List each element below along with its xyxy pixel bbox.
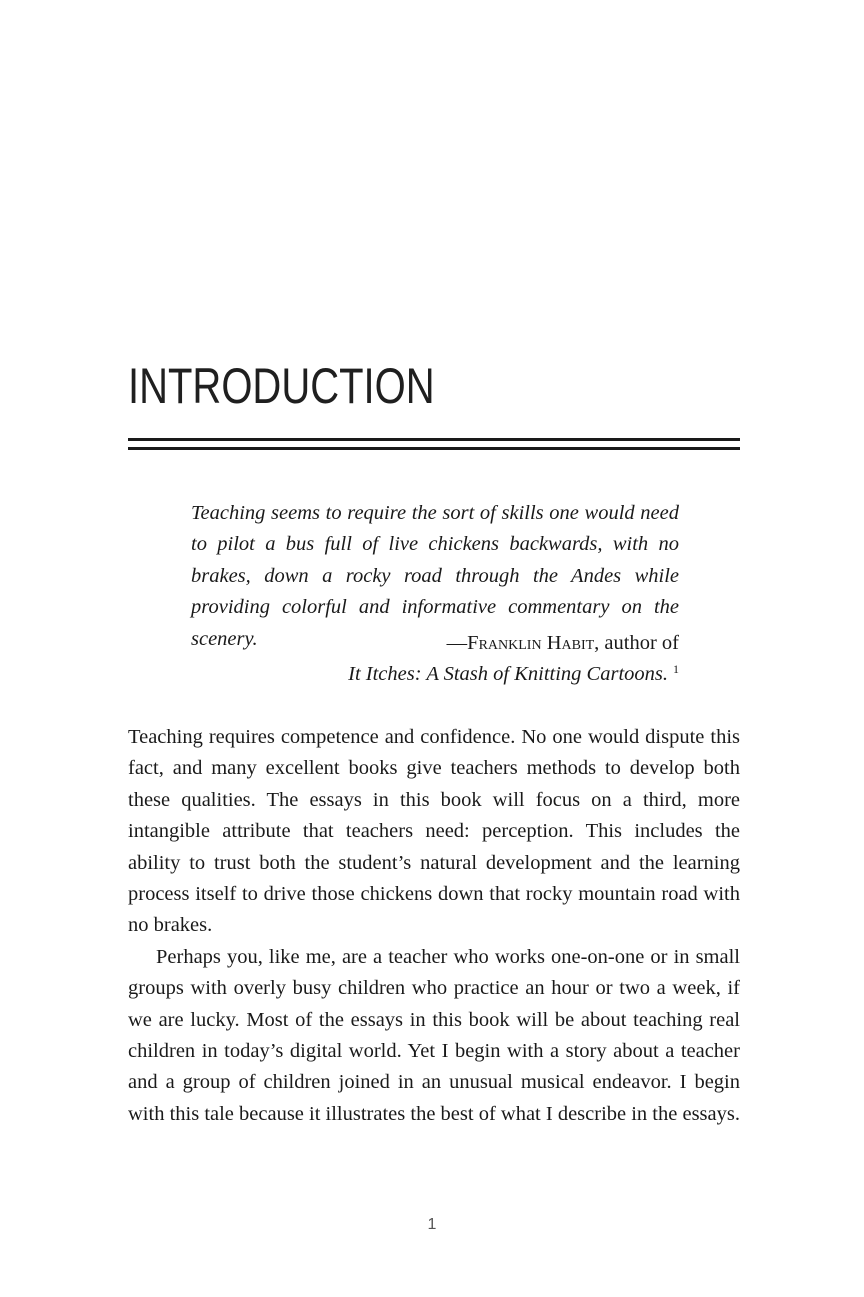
body-text (128, 722, 740, 1130)
title-rule-top (128, 438, 740, 441)
attribution-dash: — (446, 632, 468, 654)
footnote-marker[interactable]: 1 (673, 661, 679, 676)
attribution-book-line (300, 659, 679, 690)
attribution-suffix: , author of (594, 632, 679, 654)
page-number: 1 (427, 1216, 437, 1233)
epigraph-attribution (300, 628, 679, 691)
chapter-title: INTRODUCTION (128, 358, 435, 414)
body-paragraph: Teaching requires competence and confidence. No one would dispute this fact, and many excellent books give teachers methods to develop both these qualities. The essays in this book will focus on a third, more intangible attribute that teachers need: perception. This includes the ability to trust both the student’s natural development and the learning process itself to drive those chickens down that rocky mountain road with no brakes. (128, 726, 740, 937)
attribution-author: Franklin Habit (467, 632, 595, 654)
attribution-book-title: It Itches: A Stash of Knitting Cartoons. (348, 663, 668, 686)
body-paragraph: Perhaps you, like me, are a teacher who works one-on-one or in small groups with overly busy children who practice an hour or two a week, if we are lucky. Most of the essays in this book will be about teaching real children in today’s digital world. Yet I begin with a story about a teacher and a group of children joined in an unusual musical endeavor. I begin with this tale because it illustrates the best of what I describe in the essays. (128, 945, 740, 1125)
title-rule-bottom (128, 447, 740, 450)
epigraph-quote: Teaching seems to require the sort of skills one would need to pilot a bus full of live chickens backwards, with no brakes, down a rocky road through the Andes while providing colorful and informative commentary on the scenery. (191, 502, 679, 650)
attribution-author-line (300, 628, 679, 659)
